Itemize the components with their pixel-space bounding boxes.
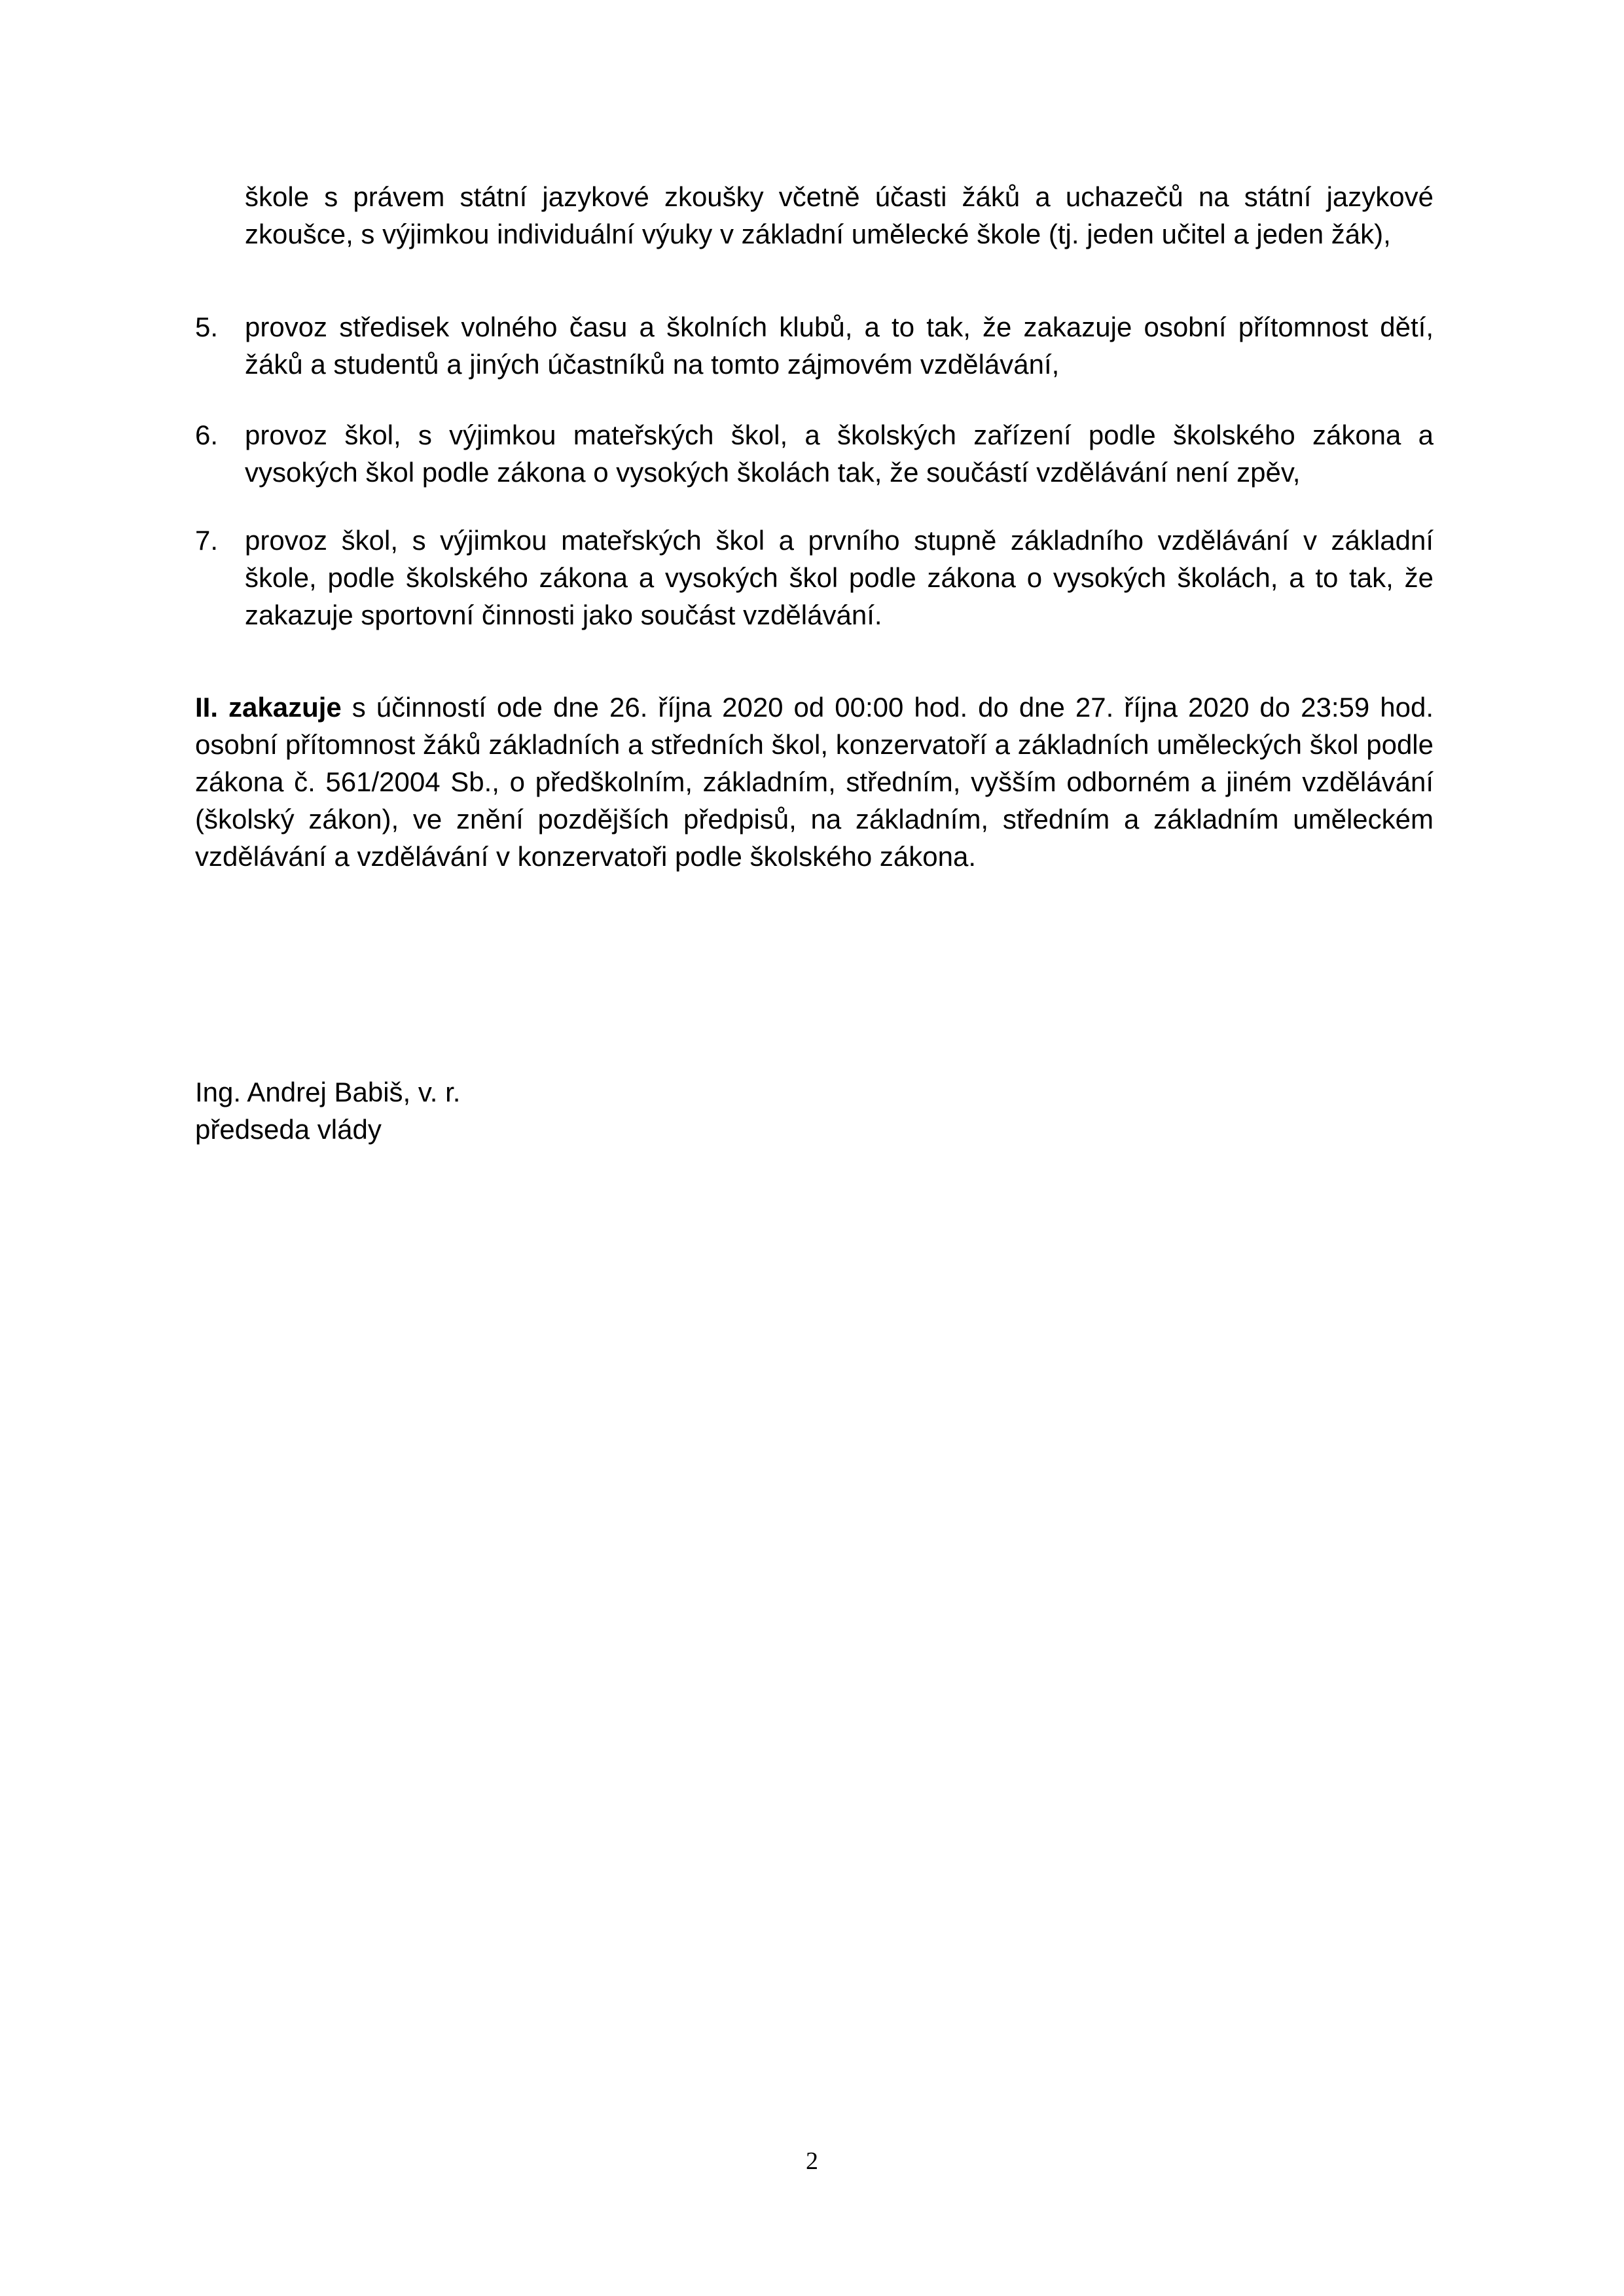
list-item-number: 7.: [195, 525, 219, 556]
section-ii-text: s účinností ode dne 26. října 2020 od 00:00 hod. do dne 27. října 2020 do 23:59 hod. osobní přítomnost žáků základních a středních škol, konzervatoří a základních uměleckých škol podle zákona č. 561/2004 Sb., o předškolním, základním, středním, vyšším odborném a jiném vzdělávání (školský zákon), ve znění pozdějších předpisů, na základním, středním a základním uměleckém vzdělávání a vzdělávání v konzervatoři podle školského zákona.: [195, 692, 1434, 872]
section-ii-paragraph: [195, 689, 1434, 875]
list-item-7: [195, 522, 1434, 634]
section-ii-lead: II. zakazuje: [195, 692, 342, 723]
list-item-6: [195, 416, 1434, 491]
signature-block: [195, 1073, 784, 1148]
list-item-number: 6.: [195, 420, 219, 450]
list-item-text: provoz škol, s výjimkou mateřských škol, a školských zařízení podle školského zákona a vysokých škol podle zákona o vysokých školách tak, že součástí vzdělávání není zpěv,: [245, 420, 1434, 488]
list-item-text: provoz středisek volného času a školních klubů, a to tak, že zakazuje osobní přítomnost dětí, žáků a studentů a jiných účastníků na tomto zájmovém vzdělávání,: [245, 312, 1434, 380]
page-number: 2: [806, 2147, 818, 2175]
signatory-title: předseda vlády: [195, 1114, 382, 1145]
item-4-continuation: škole s právem státní jazykové zkoušky včetně účasti žáků a uchazečů na státní jazykové zkoušce, s výjimkou individuální výuky v základní umělecké škole (tj. jeden učitel a jeden žák),: [245, 181, 1434, 249]
list-item-number: 5.: [195, 312, 219, 342]
list-item-5: [195, 308, 1434, 383]
signatory-name: Ing. Andrej Babiš, v. r.: [195, 1077, 461, 1107]
list-item-text: provoz škol, s výjimkou mateřských škol a prvního stupně základního vzdělávání v základní škole, podle školského zákona a vysokých škol podle zákona o vysokých školách, a to tak, že zakazuje sportovní činnosti jako součást vzdělávání.: [245, 525, 1434, 630]
